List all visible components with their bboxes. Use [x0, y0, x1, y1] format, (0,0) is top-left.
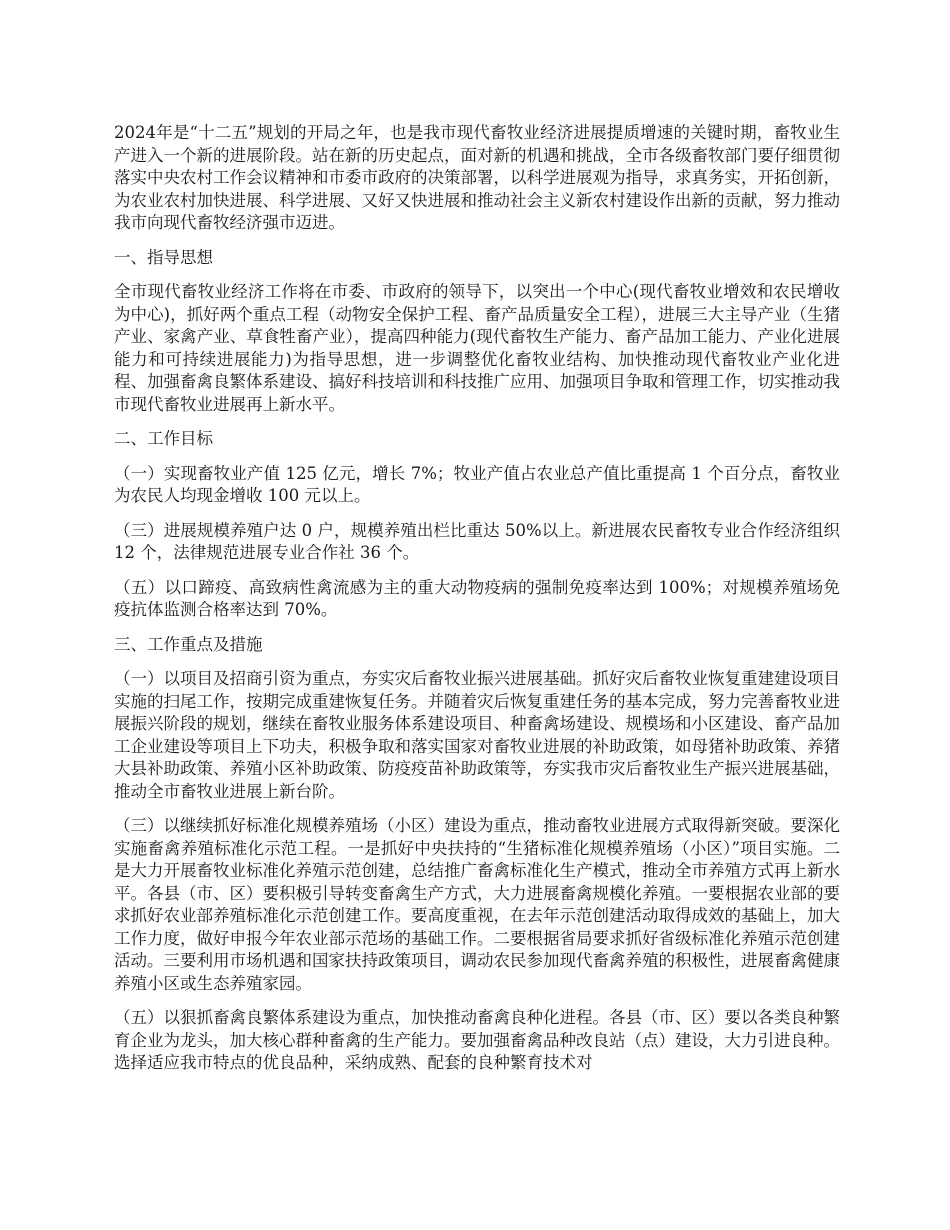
section-heading-guiding-ideology: 一、指导思想: [114, 247, 213, 267]
goal-item-3: （三）进展规模养殖户达 0 户，规模养殖出栏比重达 50%以上。新进展农民畜牧专业合作经济组织 12 个，法律规范进展专业合作社 36 个。: [114, 520, 840, 562]
goal-item-5: （五）以口蹄疫、高致病性禽流感为主的重大动物疫病的强制免疫率达到 100%；对规模养殖场免疫抗体监测合格率达到 70%。: [114, 577, 840, 619]
measure-item-5: （五）以狠抓畜禽良繁体系建设为重点，加快推动畜禽良种化进程。各县（市、区）要以各类良种繁育企业为龙头，加大核心群种畜禽的生产能力。要加强畜禽品种改良站（点）建设，大力引进良种。选择适应我市特点的优良品种，采纳成熟、配套的良种繁育技术对: [114, 1008, 840, 1072]
guiding-ideology-paragraph: 全市现代畜牧业经济工作将在市委、市政府的领导下，以突出一个中心(现代畜牧业增效和农民增收为中心)，抓好两个重点工程（动物安全保护工程、畜产品质量安全工程），进展三大主导产业（生猪产业、家禽产业、草食牲畜产业），提高四种能力(现代畜牧生产能力、畜产品加工能力、产业化进展能力和可持续进展能力)为指导思想，进一步调整优化畜牧业结构、加快推动现代畜牧业产业化进程、加强畜禽良繁体系建设、搞好科技培训和科技推广应用、加强项目争取和管理工作，切实推动我市现代畜牧业进展再上新水平。: [114, 282, 840, 414]
section-heading-key-measures: 三、工作重点及措施: [114, 634, 263, 654]
measure-item-3: （三）以继续抓好标准化规模养殖场（小区）建设为重点，推动畜牧业进展方式取得新突破。要深化实施畜禽养殖标准化示范工程。一是抓好中央扶持的“生猪标准化规模养殖场（小区）”项目实施。二是大力开展畜牧业标准化养殖示范创建，总结推广畜禽标准化生产模式，推动全市养殖方式再上新水平。各县（市、区）要积极引导转变畜禽生产方式，大力进展畜禽规模化养殖。一要根据农业部的要求抓好农业部养殖标准化示范创建工作。要高度重视，在去年示范创建活动取得成效的基础上，加大工作力度，做好申报今年农业部示范场的基础工作。二要根据省局要求抓好省级标准化养殖示范创建活动。三要利用市场机遇和国家扶持政策项目，调动农民参加现代畜禽养殖的积极性，进展畜禽健康养殖小区或生态养殖家园。: [114, 816, 840, 993]
goal-item-1: （一）实现畜牧业产值 125 亿元，增长 7%；牧业产值占农业总产值比重提高 1 个百分点，畜牧业为农民人均现金增收 100 元以上。: [114, 463, 840, 505]
section-heading-work-goals: 二、工作目标: [114, 429, 213, 448]
document-body: [114, 122, 840, 1087]
intro-paragraph: 2024年是“十二五”规划的开局之年，也是我市现代畜牧业经济进展提质增速的关键时期，畜牧业生产进入一个新的进展阶段。站在新的历史起点，面对新的机遇和挑战，全市各级畜牧部门要仔细贯彻落实中央农村工作会议精神和市委市政府的决策部署，以科学进展观为指导，求真务实，开拓创新，为农业农村加快进展、科学进展、又好又快进展和推动社会主义新农村建设作出新的贡献，努力推动我市向现代畜牧经济强市迈进。: [114, 123, 840, 232]
measure-item-1: （一）以项目及招商引资为重点，夯实灾后畜牧业振兴进展基础。抓好灾后畜牧业恢复重建建设项目实施的扫尾工作，按期完成重建恢复任务。并随着灾后恢复重建任务的基本完成，努力完善畜牧业进展振兴阶段的规划，继续在畜牧业服务体系建设项目、种畜禽场建设、规模场和小区建设、畜产品加工企业建设等项目上下功夫，积极争取和落实国家对畜牧业进展的补助政策，如母猪补助政策、养猪大县补助政策、养殖小区补助政策、防疫疫苗补助政策等，夯实我市灾后畜牧业生产振兴进展基础，推动全市畜牧业进展上新台阶。: [114, 669, 840, 801]
